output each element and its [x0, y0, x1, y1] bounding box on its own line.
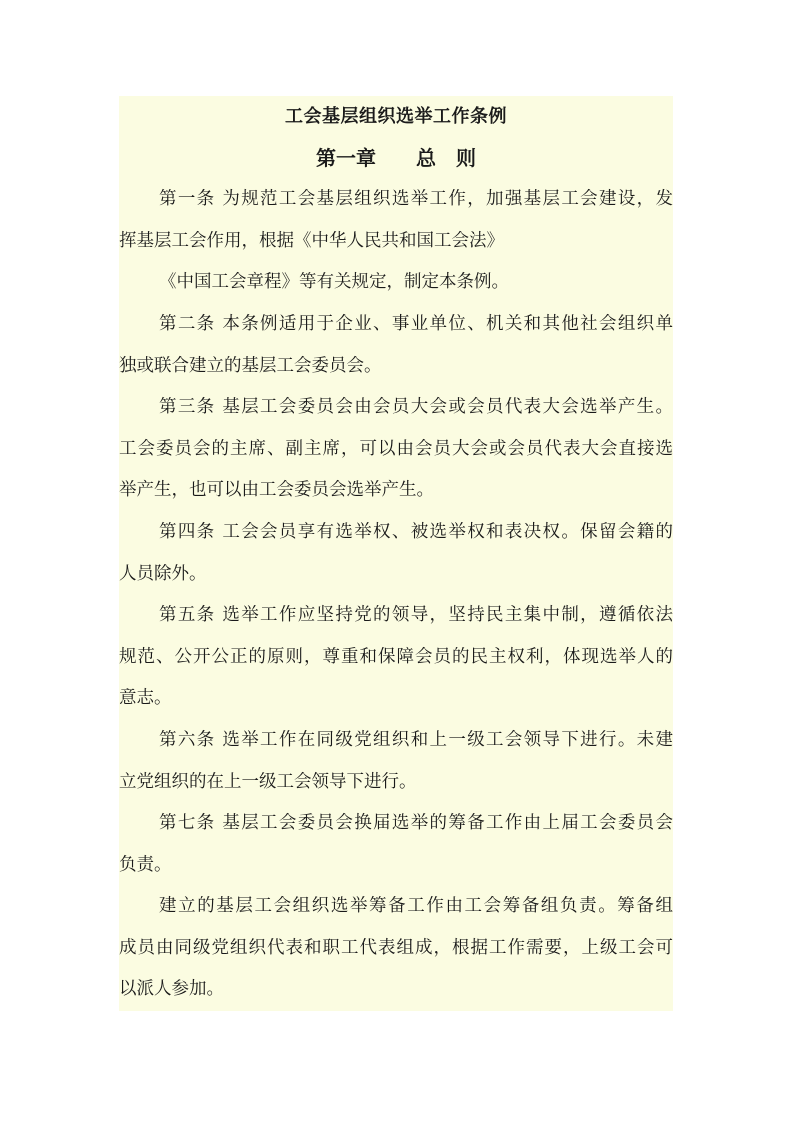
text-line: 《中国工会章程》等有关规定，制定本条例。 — [159, 272, 509, 293]
text-line: 建立的基层工会组织选举筹备工作由工会筹备组负责。筹备组 — [159, 896, 673, 917]
text-line: 举产生，也可以由工会委员会选举产生。 — [119, 480, 434, 501]
text-line: 规范、公开公正的原则，尊重和保障会员的民主权利，体现选举人的 — [119, 646, 673, 667]
text-line: 第四条 工会会员享有选举权、被选举权和表决权。保留会籍的 — [159, 521, 673, 542]
text-line: 第二条 本条例适用于企业、事业单位、机关和其他社会组织单 — [159, 313, 673, 334]
document-body — [119, 179, 673, 1011]
text-line: 第一条 为规范工会基层组织选举工作，加强基层工会建设，发 — [159, 189, 673, 210]
text-line: 负责。 — [119, 854, 172, 875]
text-line: 工会委员会的主席、副主席，可以由会员大会或会员代表大会直接选 — [119, 438, 673, 459]
text-line: 第五条 选举工作应坚持党的领导，坚持民主集中制，遵循依法 — [159, 605, 673, 626]
text-line: 第七条 基层工会委员会换届选举的筹备工作由上届工会委员会 — [159, 813, 673, 834]
text-line: 第三条 基层工会委员会由会员大会或会员代表大会选举产生。 — [159, 397, 673, 418]
document-title: 工会基层组织选举工作条例 — [285, 106, 507, 127]
text-line: 人员除外。 — [119, 563, 207, 584]
text-line: 立党组织的在上一级工会领导下进行。 — [119, 771, 417, 792]
text-line: 独或联合建立的基层工会委员会。 — [119, 355, 382, 376]
text-line: 挥基层工会作用，根据《中华人民共和国工会法》 — [119, 230, 504, 251]
chapter-heading: 第一章 总 则 — [316, 145, 476, 170]
text-line: 成员由同级党组织代表和职工代表组成，根据工作需要，上级工会可 — [119, 937, 673, 958]
document-content — [119, 96, 673, 1011]
text-line: 以派人参加。 — [119, 979, 224, 1000]
text-line: 意志。 — [119, 688, 172, 709]
text-line: 第六条 选举工作在同级党组织和上一级工会领导下进行。未建 — [159, 729, 673, 750]
